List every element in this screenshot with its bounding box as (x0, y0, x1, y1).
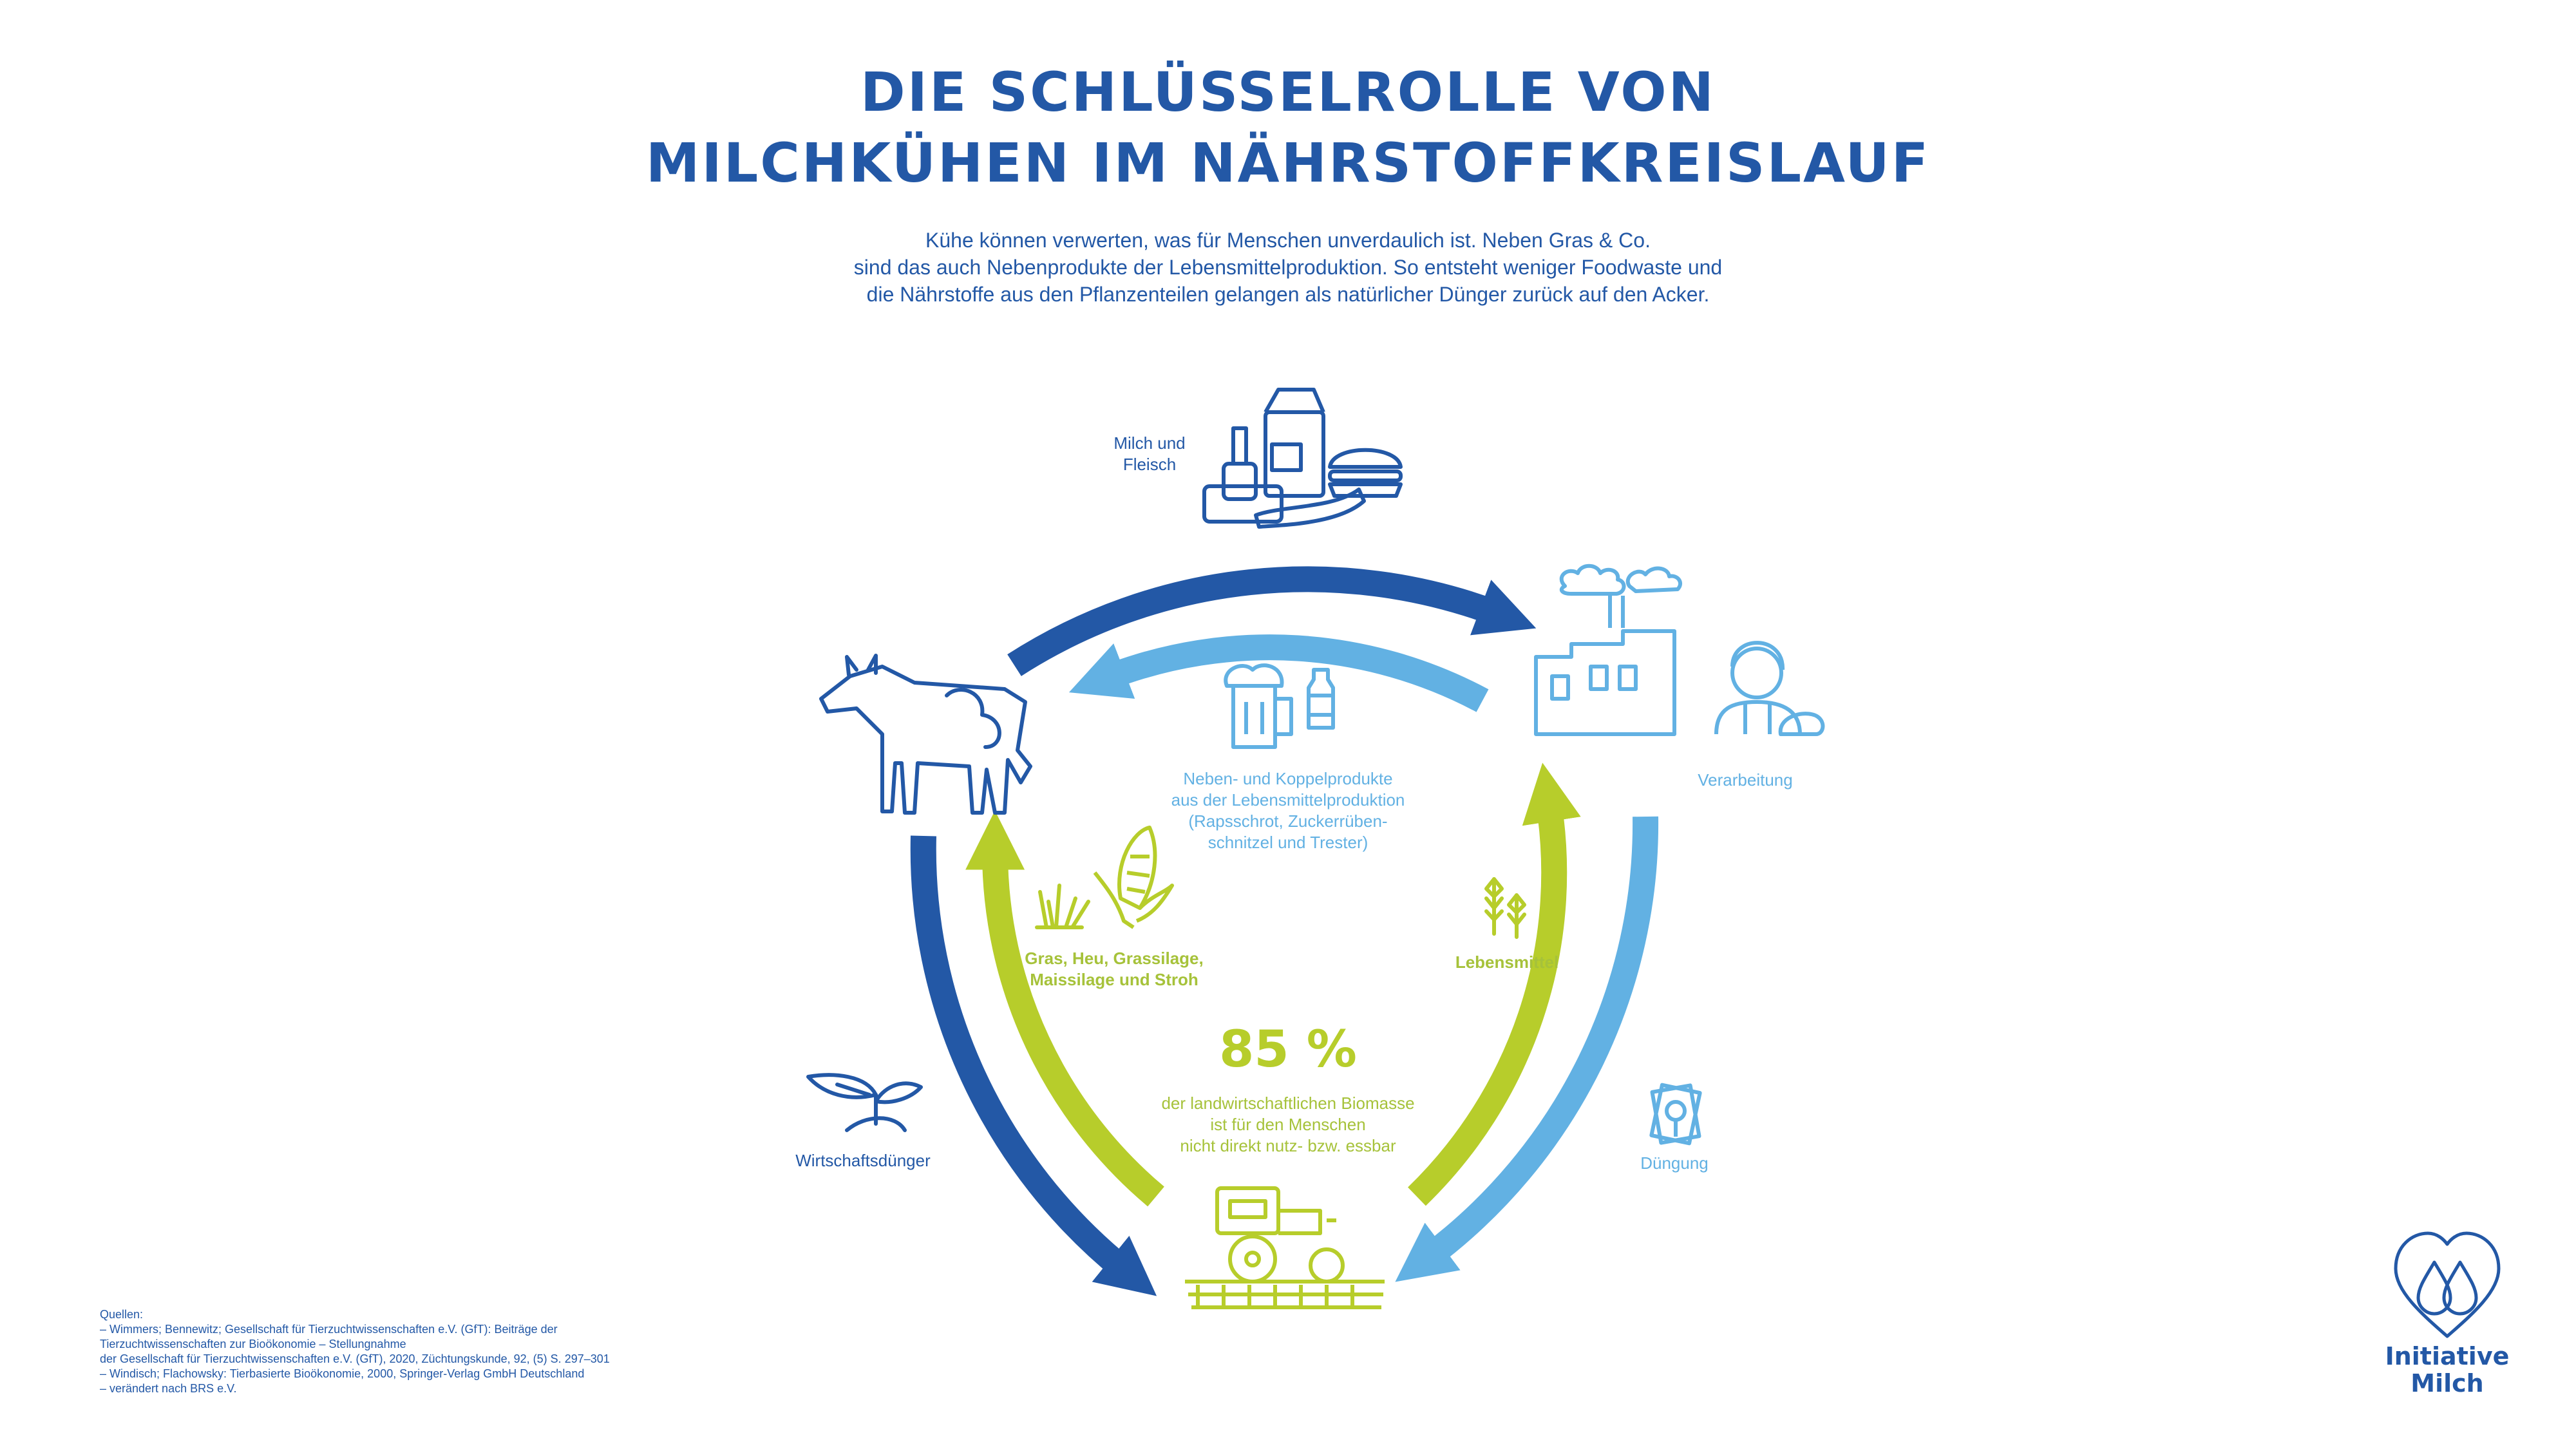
intro-line-1: Kühe können verwerten, was für Menschen unverdaulich ist. Neben Gras & Co. (925, 229, 1651, 252)
label-byproducts (1133, 768, 1443, 853)
sources-line-1: – Wimmers; Bennewitz; Gesellschaft für Tierzuchtwissenschaften e.V. (GfT): Beiträge der (100, 1323, 558, 1336)
label-feed-line-1: Gras, Heu, Grassilage, (1025, 949, 1204, 968)
arrow-byproducts-to-cow (1108, 647, 1482, 701)
brand-line-1: Initiative (2385, 1342, 2510, 1370)
stat-text (1121, 1093, 1455, 1157)
heart-drops-logo-icon (2396, 1233, 2499, 1336)
brand-logo-text (2383, 1343, 2512, 1397)
label-food: Lebensmittel (1455, 952, 1559, 972)
beer-icon (1226, 665, 1291, 747)
factory-icon (1536, 566, 1680, 734)
label-fertilizer: Düngung (1640, 1153, 1709, 1173)
sources-line-3: der Gesellschaft für Tierzuchtwissenschaften e.V. (GfT), 2020, Züchtungskunde, 92, (5) S. 297–301 (100, 1352, 610, 1365)
cow-icon (821, 656, 1030, 813)
grass-icon (1037, 886, 1088, 927)
arrow-cow-to-field (923, 836, 1124, 1270)
stat-value: 85 % (1219, 1021, 1357, 1079)
title-line-1: DIE SCHLÜSSELROLLE VON (860, 61, 1716, 124)
sources-line-5: – verändert nach BRS e.V. (100, 1382, 237, 1395)
wheat-icon (1486, 879, 1524, 937)
stat-text-line-3: nicht direkt nutz- bzw. essbar (1180, 1136, 1396, 1155)
label-byproducts-line-4: schnitzel und Trester) (1208, 833, 1368, 852)
stat-text-line-2: ist für den Menschen (1210, 1115, 1366, 1134)
stat-text-line-1: der landwirtschaftlichen Biomasse (1161, 1094, 1415, 1113)
sources-line-2: Tierzuchtwissenschaften zur Bioökonomie – Stellungnahme (100, 1338, 406, 1350)
label-byproducts-line-1: Neben- und Koppelprodukte (1183, 769, 1393, 788)
label-milk-meat-line-2: Fleisch (1122, 455, 1177, 474)
label-byproducts-line-2: aus der Lebensmittelproduktion (1171, 790, 1405, 810)
sprout-icon (808, 1075, 921, 1130)
intro-line-2: sind das auch Nebenprodukte der Lebensmittelproduktion. So entsteht weniger Foodwaste und (853, 256, 1723, 279)
label-manure: Wirtschaftsdünger (795, 1151, 931, 1170)
label-feed (1005, 948, 1224, 990)
label-feed-line-2: Maissilage und Stroh (1030, 970, 1198, 989)
sources-line-4: – Windisch; Flachowsky: Tierbasierte Bioökonomie, 2000, Springer-Verlag GmbH Deutschland (100, 1367, 585, 1380)
worker-icon (1716, 643, 1823, 734)
dairy-products-icon (1204, 390, 1401, 527)
label-milk-meat (1095, 433, 1204, 475)
label-processing: Verarbeitung (1698, 770, 1793, 790)
brand-line-2: Milch (2410, 1369, 2484, 1397)
seed-packet-icon (1651, 1085, 1700, 1144)
label-milk-meat-line-1: Milch und (1113, 433, 1186, 453)
tractor-icon (1185, 1188, 1385, 1307)
label-byproducts-line-3: (Rapsschrot, Zuckerrüben- (1188, 811, 1388, 831)
sources-heading: Quellen: (100, 1308, 144, 1321)
intro-line-3: die Nährstoffe aus den Pflanzenteilen gelangen als natürlicher Dünger zurück auf den Acker. (866, 283, 1710, 306)
bottle-icon (1309, 670, 1333, 728)
title-line-2: MILCHKÜHEN IM NÄHRSTOFFKREISLAUF (645, 131, 1931, 194)
sources (100, 1307, 610, 1396)
